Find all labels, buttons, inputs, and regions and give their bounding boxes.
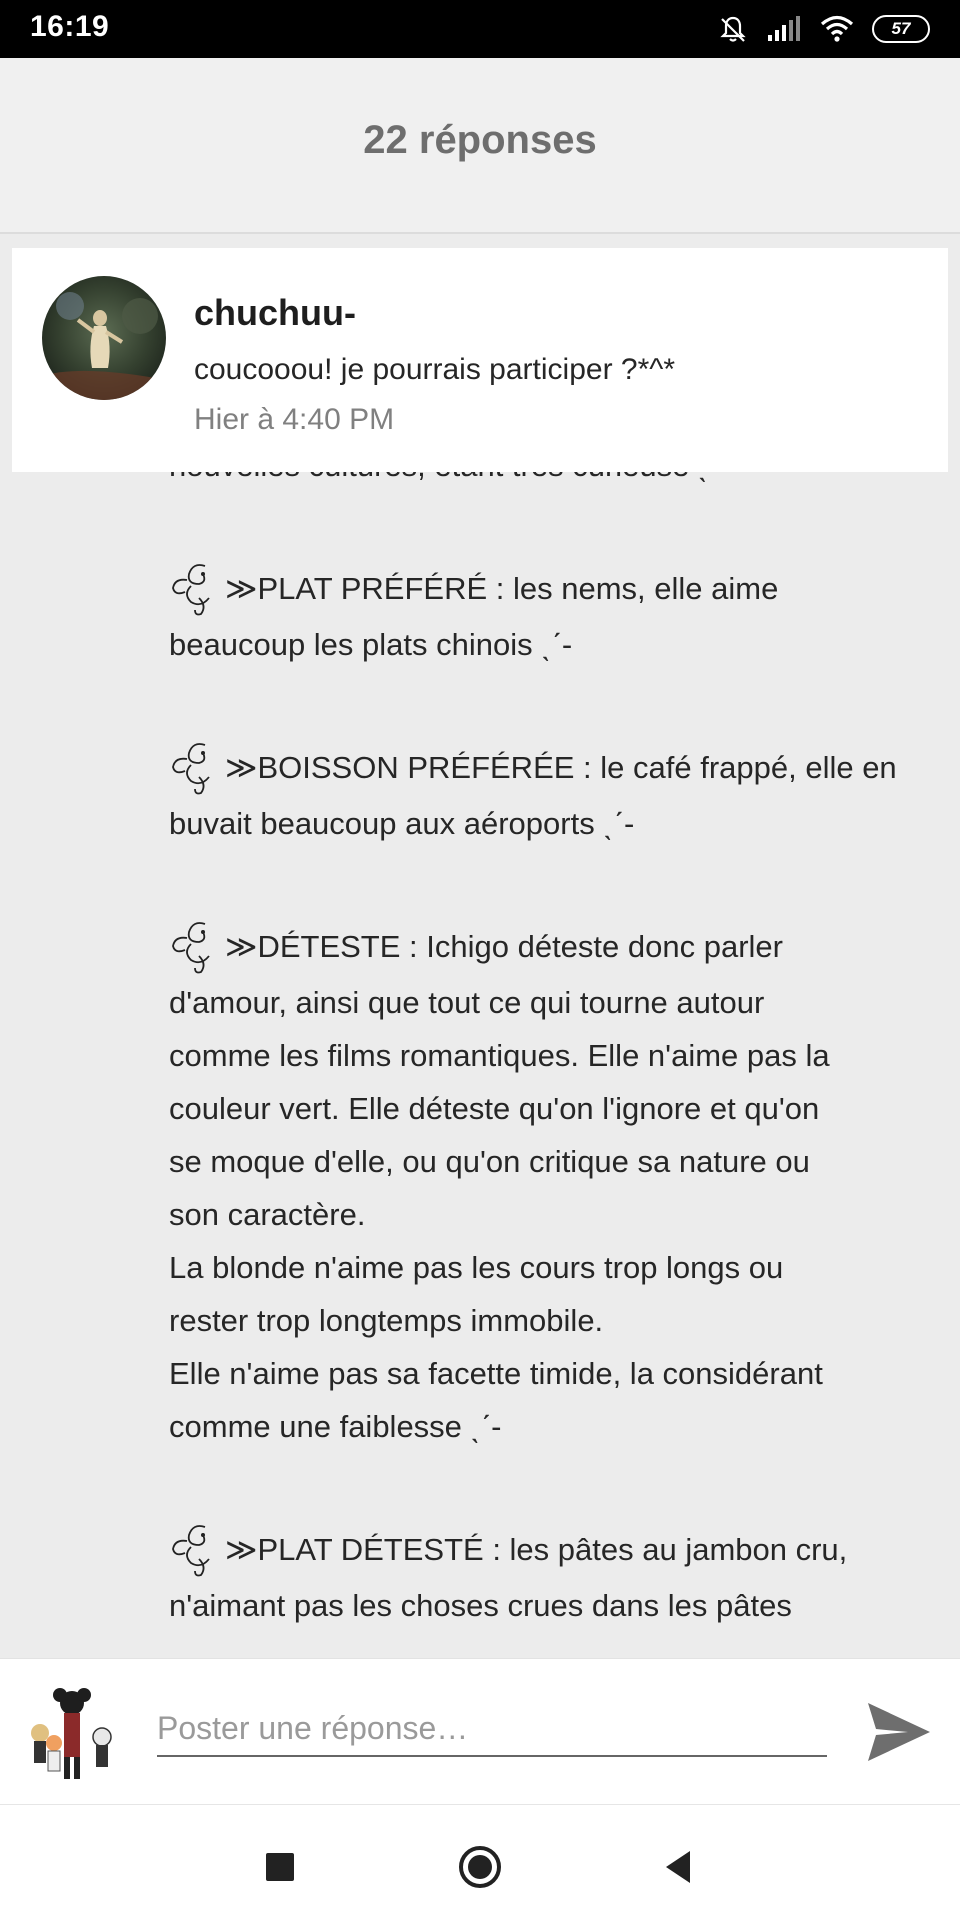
text-line: couleur vert. Elle déteste qu'on l'ignore et qu'on [169, 1091, 820, 1126]
wifi-icon [820, 15, 854, 43]
signal-icon [766, 15, 802, 43]
post-body [169, 439, 939, 1632]
pinned-comment-card[interactable] [12, 248, 948, 472]
text-line: d'amour, ainsi que tout ce qui tourne autour [169, 985, 765, 1020]
section-boisson-preferee [169, 741, 939, 850]
header [0, 58, 960, 234]
text-line: n'aimant pas les choses crues dans les pâtes [169, 1588, 792, 1623]
page-title: 22 réponses [363, 118, 597, 162]
text-line: Elle n'aime pas sa facette timide, la considérant [169, 1356, 823, 1391]
swirl-ornament-icon [169, 1519, 223, 1579]
text-line: son caractère. [169, 1197, 366, 1232]
heading-line: ≫PLAT PRÉFÉRÉ : les nems, elle aime [225, 571, 779, 606]
heading-line: ≫BOISSON PRÉFÉRÉE : le café frappé, elle en [225, 750, 897, 785]
back-icon[interactable] [656, 1843, 704, 1891]
status-icons [718, 12, 930, 46]
swirl-ornament-icon [169, 558, 223, 618]
text-line: buvait beaucoup aux aéroports ˎˊ- [169, 806, 635, 841]
heading-line: ≫PLAT DÉTESTÉ : les pâtes au jambon cru, [225, 1532, 848, 1567]
section-plat-deteste [169, 1523, 939, 1632]
compose-bar [0, 1658, 960, 1804]
section-deteste [169, 920, 939, 1453]
home-icon[interactable] [456, 1843, 504, 1891]
bell-off-icon [718, 14, 748, 44]
heading-line: ≫DÉTESTE : Ichigo déteste donc parler [225, 929, 783, 964]
recent-apps-icon[interactable] [256, 1843, 304, 1891]
avatar[interactable] [42, 276, 166, 400]
text-line: se moque d'elle, ou qu'on critique sa nature ou [169, 1144, 810, 1179]
swirl-ornament-icon [169, 737, 223, 797]
comment-message: coucooou! je pourrais participer ?*^* [194, 353, 676, 386]
text-line: La blonde n'aime pas les cours trop longs ou [169, 1250, 784, 1285]
comment-author[interactable]: chuchuu- [194, 292, 356, 333]
status-bar [0, 0, 960, 58]
text-line: rester trop longtemps immobile. [169, 1303, 604, 1338]
text-line: comme les films romantiques. Elle n'aime pas la [169, 1038, 830, 1073]
status-time: 16:19 [30, 10, 110, 43]
battery-icon: 57 [872, 15, 930, 43]
send-icon[interactable] [864, 1697, 934, 1767]
user-avatar[interactable] [20, 1681, 124, 1785]
section-plat-prefere [169, 562, 939, 671]
comment-timestamp: Hier à 4:40 PM [194, 403, 395, 436]
reply-input[interactable] [157, 1701, 827, 1757]
text-line: comme une faiblesse ˎˊ- [169, 1409, 502, 1444]
text-line: beaucoup les plats chinois ˎˊ- [169, 627, 573, 662]
swirl-ornament-icon [169, 916, 223, 976]
system-nav-bar [0, 1804, 960, 1920]
